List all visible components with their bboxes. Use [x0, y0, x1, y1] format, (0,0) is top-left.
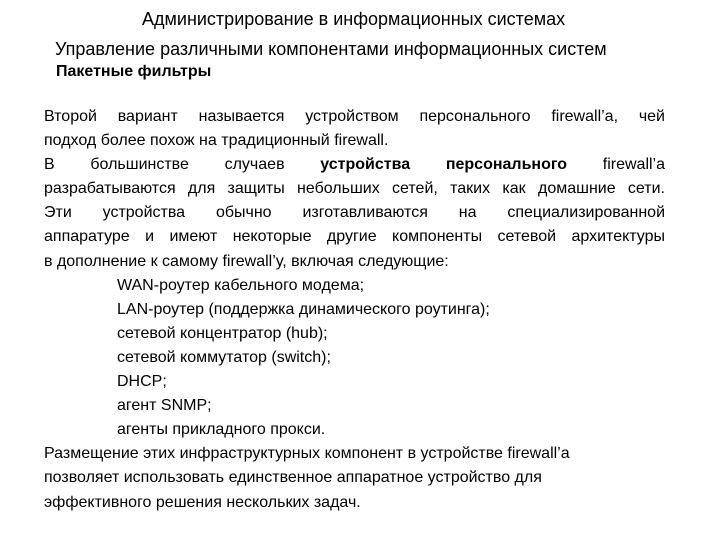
text-line: Второй вариант называется устройством персонального firewall’a, чей — [44, 108, 665, 125]
text-line — [44, 153, 665, 177]
text-line: позволяет использовать единственное аппаратное устройство для — [44, 469, 542, 487]
section-title: Управление различными компонентами информационных систем — [55, 39, 607, 59]
text-line: разрабатываются для защиты небольших сетей, таких как домашние сети. — [44, 180, 665, 198]
list-item: агент SNMP; — [117, 397, 212, 415]
list-item: LAN-роутер (поддержка динамического роутинга); — [117, 300, 490, 318]
text-line: в дополнение к самому firewall’у, включая следующие: — [44, 252, 449, 270]
topic-title: Пакетные фильтры — [56, 63, 212, 80]
course-title: Администрирование в информационных системах — [142, 9, 566, 29]
text-line: эффективного решения нескольких задач. — [44, 493, 361, 511]
text-line: аппаратуре и имеют некоторые другие компоненты сетевой архитектуры — [44, 228, 665, 246]
list-item: DHCP; — [117, 373, 167, 391]
components-list — [44, 274, 665, 443]
list-item: сетевой коммутатор (switch); — [117, 348, 331, 366]
list-item: агенты прикладного прокси. — [117, 421, 326, 439]
text-line: подход более похож на традиционный firewall. — [44, 132, 389, 150]
text-line: Размещение этих инфраструктурных компонент в устройстве firewall’a — [44, 445, 570, 463]
text-line: Эти устройства обычно изготавливаются на специализированной — [44, 204, 665, 222]
text-fragment: firewall’a — [567, 156, 666, 174]
body-text — [44, 105, 665, 515]
text-fragment: В большинстве случаев — [44, 156, 321, 174]
list-item: сетевой концентратор (hub); — [117, 324, 328, 342]
bold-phrase: устройства персонального — [320, 156, 568, 174]
list-item: WAN-роутер кабельного модема; — [117, 276, 365, 294]
